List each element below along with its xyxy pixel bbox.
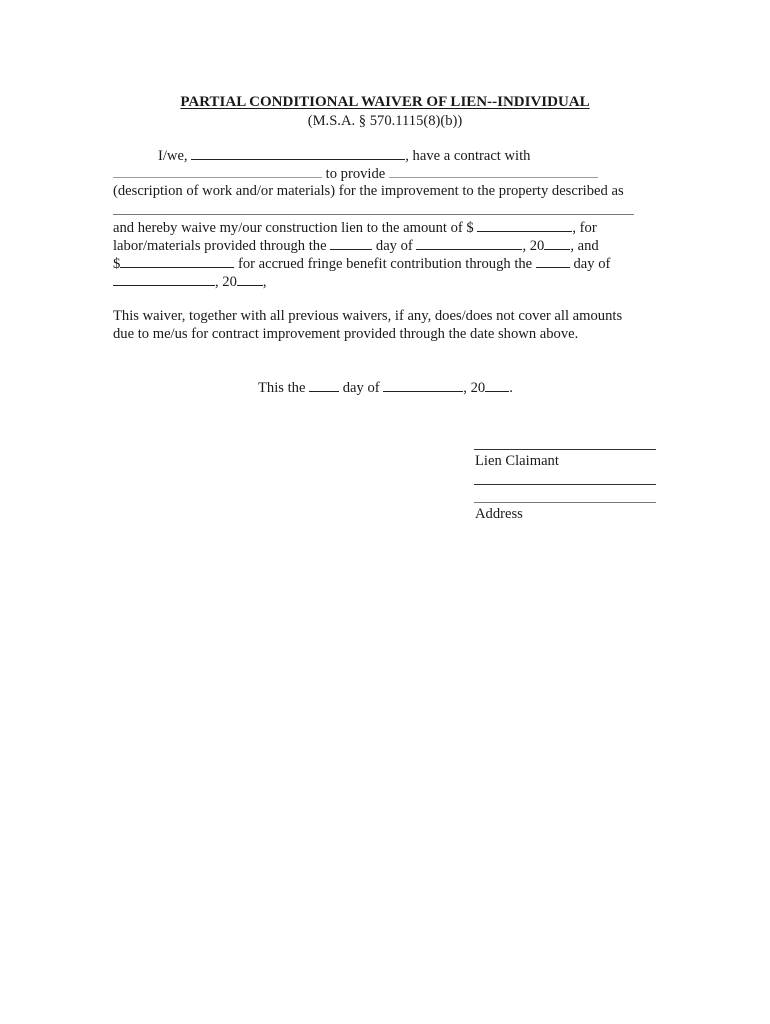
through-day-blank[interactable] [330,236,372,250]
fringe-year-blank[interactable] [237,272,263,286]
through-year-blank[interactable] [544,236,570,250]
signing-day-blank[interactable] [309,378,339,392]
signing-month-blank[interactable] [383,378,463,392]
waiver-line-1: and hereby waive my/our construction lien to the amount of $ , for [113,220,597,236]
contractor-name-blank[interactable] [113,164,322,178]
lien-claimant-label: Lien Claimant [475,453,559,469]
claimant-name-blank[interactable] [191,146,405,160]
fringe-benefit-amount-blank[interactable] [120,254,234,268]
work-description-blank[interactable] [389,164,598,178]
waiver-line-3: $ for accrued fringe benefit contribution through the day of [113,256,611,272]
contract-line-2: to provide [113,164,598,183]
coverage-line-2: due to me/us for contract improvement provided through the date shown above. [113,326,579,342]
through-month-blank[interactable] [416,236,522,250]
contract-line-1: I/we, , have a contract with [158,148,531,164]
statute-citation: (M.S.A. § 570.1115(8)(b)) [307,113,463,129]
claimant-extra-line[interactable] [474,484,656,485]
fringe-month-blank[interactable] [113,272,215,286]
property-description-blank[interactable] [113,214,634,215]
document-title: PARTIAL CONDITIONAL WAIVER OF LIEN--INDIVIDUAL [180,94,590,110]
lien-claimant-signature-line[interactable] [474,449,656,450]
waiver-line-4: , 20 , [113,272,267,291]
fringe-day-blank[interactable] [536,254,570,268]
signing-date-line: This the day of , 20 . [258,380,513,396]
contract-line-3: (description of work and/or materials) for the improvement to the property described as [113,183,624,199]
waiver-line-2: labor/materials provided through the day of , 20 , and [113,238,599,254]
coverage-line-1: This waiver, together with all previous waivers, if any, does/does not cover all amounts [113,308,623,324]
signing-year-blank[interactable] [485,378,509,392]
address-label: Address [475,506,523,522]
address-line[interactable] [474,502,656,503]
lien-amount-blank[interactable] [477,218,572,232]
